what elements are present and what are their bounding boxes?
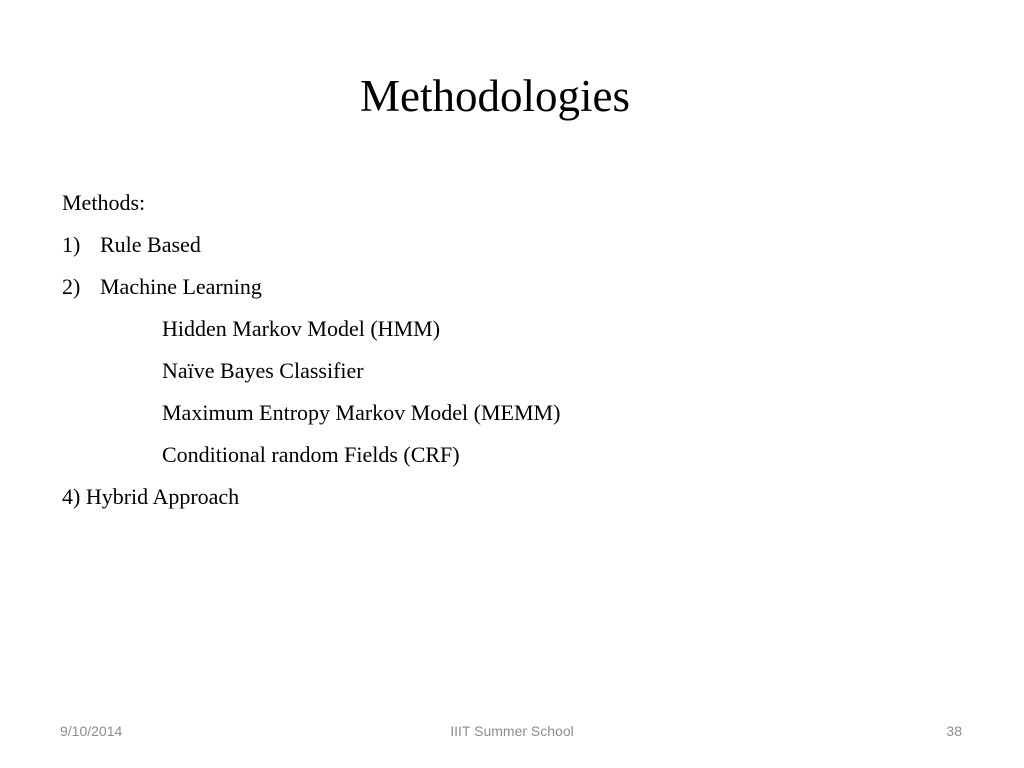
- footer-page-number: 38: [946, 723, 962, 739]
- sub-item-crf: Conditional random Fields (CRF): [162, 442, 460, 467]
- list-item-rule-based: [62, 232, 201, 258]
- list-item-number: 2): [62, 274, 81, 299]
- list-item-label: Machine Learning: [100, 274, 262, 299]
- list-item-number: 1): [62, 232, 81, 257]
- sub-item-hmm: Hidden Markov Model (HMM): [162, 316, 441, 341]
- list-item-hybrid-approach: 4) Hybrid Approach: [62, 484, 240, 509]
- footer-center-text: IIIT Summer School: [450, 723, 574, 739]
- list-item-machine-learning: [62, 274, 262, 300]
- sub-item-naive-bayes: Naïve Bayes Classifier: [162, 358, 364, 383]
- slide-title: Methodologies: [360, 71, 630, 121]
- sub-item-memm: Maximum Entropy Markov Model (MEMM): [162, 400, 561, 425]
- footer-date: 9/10/2014: [60, 723, 123, 739]
- methods-heading: Methods:: [62, 190, 146, 215]
- list-item-label: Rule Based: [100, 232, 201, 257]
